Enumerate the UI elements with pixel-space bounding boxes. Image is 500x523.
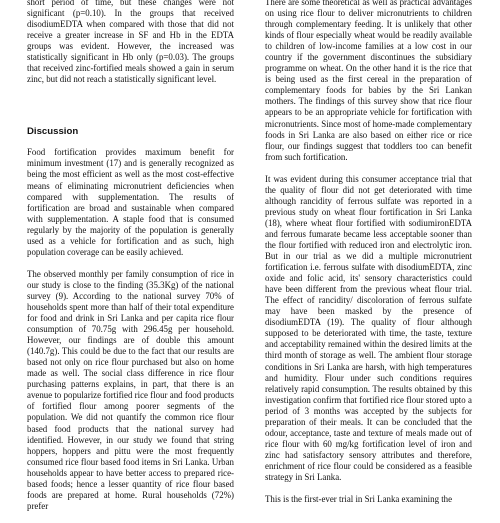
left-column — [27, 0, 234, 523]
right-column — [265, 0, 472, 516]
discussion-paragraph-1: Food fortification provides maximum benefit for minimum investment (17) and is generally recognized as being the most efficient as well as the most cost-effective means of eliminating micronutrient deficiencies when compared with supplementation. The results of fortification are broad and sustainable when compared with supplementation. A staple food that is consumed regularly by the majority of the population is generally used as a vehicle for fortification and as such, high population coverage can be easily achieved. — [27, 147, 234, 257]
discussion-paragraph-5: This is the first-ever trial in Sri Lanka examining the — [265, 494, 453, 505]
discussion-paragraph-3: There are some theoretical as well as practical advantages on using rice flour to deliver micronutrients to children through complementary feeding. It is unlikely that other kinds of flour especially wheat would be readily available to children of low-income families at a low cost in our country if the government discontinues the subsidiary programme on wheat. On the other hand it is the rice that is being used as the first cereal in the preparation of complementary foods for babies by the Sri Lankan mothers. The findings of this survey show that rice flour appears to be an appropriate vehicle for fortification with micronutrients. Since most of home-made complementary foods in Sri Lanka are also based on either rice or rice flour, our findings suggest that toddlers too can benefit from such fortification. — [265, 0, 472, 162]
section-gap — [27, 96, 234, 126]
discussion-paragraph-2: The observed monthly per family consumption of rice in our study is close to the finding (35.3Kg) of the national survey (9). According to the national survey 70% of households spent more than half of their total expenditure for food and drink in Sri Lanka and per capita rice flour consumption of 70.75g with 296.45g per household. However, our findings are of double this amount (140.7g). This could be due to the fact that our results are based not only on rice flour purchased but also on home made as well. The social class difference in rice flour purchasing patterns explains, in part, that there is an avenue to popularize fortified rice flour and food products of fortified flour among poorer segments of the population. We did not quantify the common rice flour based food products that the national survey had identified. However, in our study we found that string hoppers, hoppers and pittu were the most frequently consumed rice flour based food items in Sri Lanka. Urban households appear to have better access to prepared rice-based foods; hence a lesser quantity of rice flour based foods are prepared at home. Rural households (72%) prefer — [27, 268, 234, 511]
results-paragraph: short period of time, but these changes were not significant (p=0.10). In the groups that received disodiumEDTA when compared with those that did not receive a greater increase in SF and Hb in the EDTA groups was evident. However, the increased was statistically significant in Hb only (p=0.03). The groups that received zinc-fortified meals showed a gain in serum zinc, but did not reach a statistically significant level. — [27, 0, 234, 85]
discussion-paragraph-4: It was evident during this consumer acceptance trial that the quality of flour did not get deteriorated with time although rancidity of ferrous sulfate was reported in a previous study on wheat flour fortification in Sri Lanka (18), where wheat flour fortified with sodiumironEDTA and ferrous fumarate became less acceptable sooner than the flour fortified with reduced iron and electrolytic iron. But in our trial as we did a multiple micronutrient fortification i.e. ferrous sulfate with disodiumEDTA, zinc oxide and folic acid, its' sensory characteristics could have been different from the previous wheat flour trial. The effect of rancidity/ discoloration of ferrous sulfate may have been masked by the presence of disodiumEDTA (19). The quality of flour although supposed to be deteriorated with time, the taste, texture and acceptability remained within the desired limits at the third month of storage as well. The ambient flour storage conditions in Sri Lanka are harsh, with high temperatures and humidity. Flour under such conditions requires relatively rapid consumption. The results obtained by this investigation confirm that fortified rice flour stored upto a period of 3 months was accepted by the subjects for preparation of their meals. It can be concluded that the odour, acceptance, taste and texture of meals made out of rice flour with 60 mg/kg fortification level of iron and zinc had satisfactory sensory attributes and therefore, enrichment of rice flour could be considered as a feasible strategy in Sri Lanka. — [265, 173, 472, 482]
section-heading: Discussion — [27, 126, 79, 138]
